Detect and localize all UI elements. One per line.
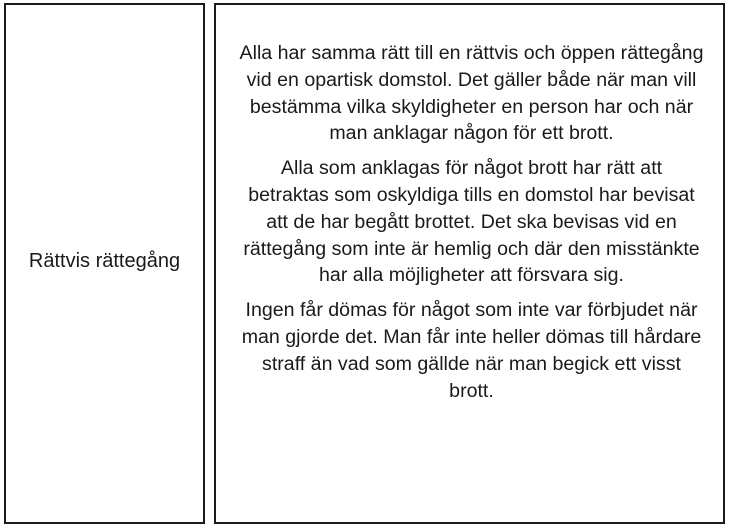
paragraph-no-retroactive-punishment: Ingen får dömas för något som inte var förbjudet när man gjorde det. Man får inte heller dömas till hårdare straff än vad som gällde när man begick ett visst brott. [241, 299, 702, 402]
term-label: Rättvis rättegång [28, 249, 181, 272]
paragraph-fair-trial: Alla har samma rätt till en rättvis och öppen rättegång vid en opartisk domstol. Det gäller både när man vill bestämma vilka skyldigheter en person har och när man anklagar någon för ett brott. [239, 42, 704, 145]
term-cell [4, 3, 205, 524]
description-text [238, 40, 705, 412]
paragraph-presumption-of-innocence: Alla som anklagas för något brott har rätt att betraktas som oskyldiga tills en domstol har bevisat att de har begått brottet. Det ska bevisas vid en rättegång som inte är hemlig och där den misstänkte har alla möjligheter att försvara sig. [243, 157, 700, 287]
description-cell [214, 3, 725, 524]
